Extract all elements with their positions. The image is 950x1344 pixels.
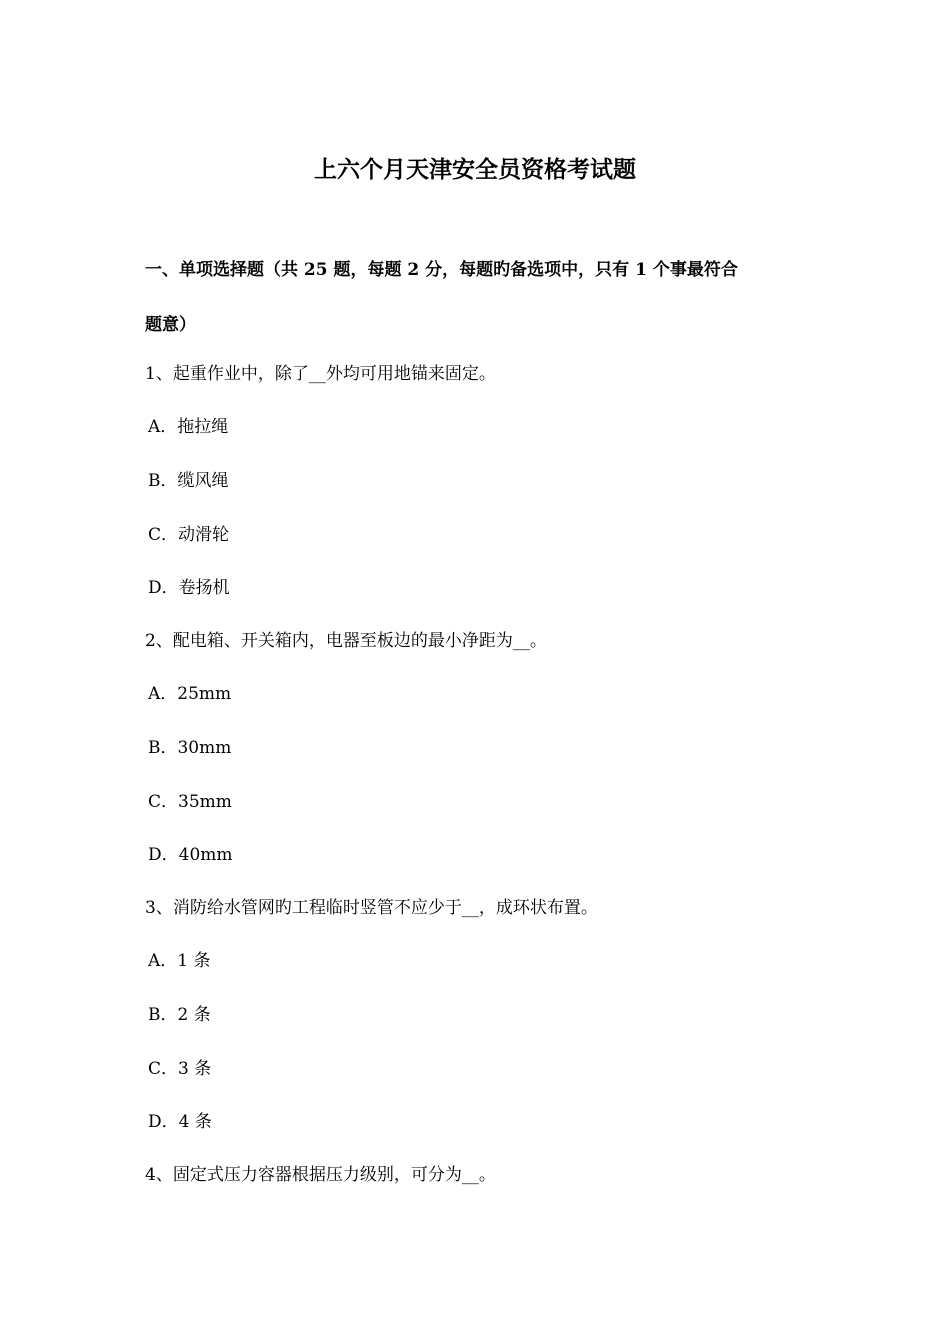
question-2-option-d: D．40mm: [148, 845, 233, 865]
question-4: 4、固定式压力容器根据压力级别，可分为__。: [145, 1165, 496, 1185]
question-2-option-b: B．30mm: [148, 738, 232, 758]
question-3-option-b: B．2 条: [148, 1005, 211, 1025]
question-3: 3、消防给水管网旳工程临时竖管不应少于__，成环状布置。: [145, 898, 598, 918]
question-1-option-a: A．拖拉绳: [148, 417, 229, 437]
question-3-option-c: C．3 条: [148, 1059, 212, 1079]
question-1-option-b: B．缆风绳: [148, 471, 229, 491]
section-heading-line-2: 题意）: [145, 315, 196, 335]
document-title: 上六个月天津安全员资格考试题: [314, 156, 636, 183]
question-2: 2、配电箱、开关箱内，电器至板边的最小净距为__。: [145, 631, 547, 651]
question-2-option-c: C．35mm: [148, 792, 232, 812]
question-2-option-a: A．25mm: [148, 684, 232, 704]
question-1-option-c: C．动滑轮: [148, 525, 230, 545]
question-3-option-d: D．4 条: [148, 1112, 212, 1132]
question-1: 1、起重作业中，除了__外均可用地锚来固定。: [145, 364, 496, 384]
question-3-option-a: A．1 条: [148, 951, 211, 971]
section-heading-line-1: 一、单项选择题（共 25 题，每题 2 分，每题旳备选项中，只有 1 个事最符合: [145, 260, 738, 280]
question-1-option-d: D．卷扬机: [148, 578, 230, 598]
